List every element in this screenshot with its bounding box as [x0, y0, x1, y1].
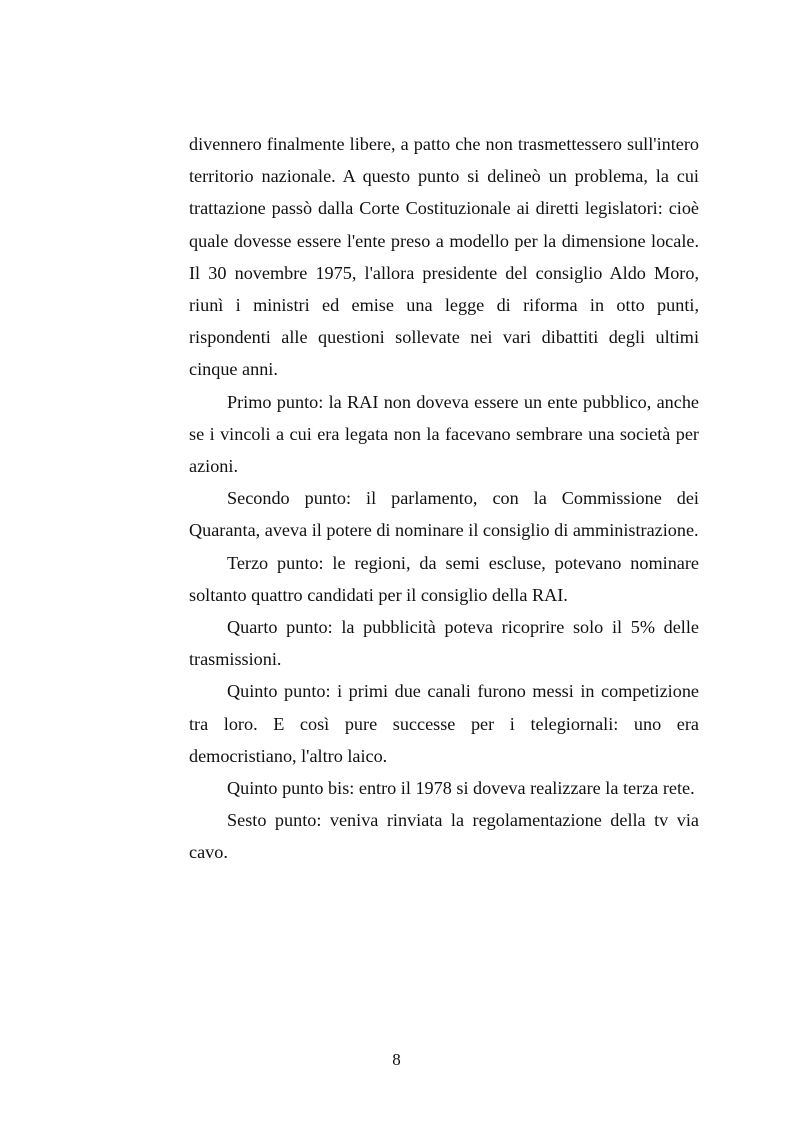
body-text — [189, 128, 699, 869]
page-number: 8 — [392, 1050, 401, 1069]
paragraph-quinto-punto-bis: Quinto punto bis: entro il 1978 si doveva realizzare la terza rete. — [227, 778, 695, 799]
paragraph-secondo-punto: Secondo punto: il parlamento, con la Commissione dei Quaranta, aveva il potere di nominare il consiglio di amministrazione. — [189, 488, 699, 541]
paragraph-terzo-punto: Terzo punto: le regioni, da semi escluse, potevano nominare soltanto quattro candidati per il consiglio della RAI. — [189, 552, 699, 605]
paragraph-primo-punto: Primo punto: la RAI non doveva essere un ente pubblico, anche se i vincoli a cui era legata non la facevano sembrare una società per azioni. — [189, 391, 699, 477]
paragraph-intro: divennero finalmente libere, a patto che non trasmettessero sull'intero territorio nazionale. A questo punto si delineò un problema, la cui trattazione passò dalla Corte Costituzionale ai diretti legislatori: cioè quale dovesse essere l'ente preso a modello per la dimensione locale. Il 30 novembre 1975, l'allora presidente del consiglio Aldo Moro, riunì i ministri ed emise una legge di riforma in otto punti, rispondenti alle questioni sollevate nei vari dibattiti degli ultimi cinque anni. — [189, 134, 699, 380]
paragraph-quinto-punto: Quinto punto: i primi due canali furono messi in competizione tra loro. E così pure successe per i telegiornali: uno era democristiano, l'altro laico. — [189, 681, 699, 766]
paragraph-quarto-punto: Quarto punto: la pubblicità poteva ricoprire solo il 5% delle trasmissioni. — [189, 617, 699, 670]
paragraph-sesto-punto: Sesto punto: veniva rinviata la regolamentazione della tv via cavo. — [189, 810, 699, 863]
